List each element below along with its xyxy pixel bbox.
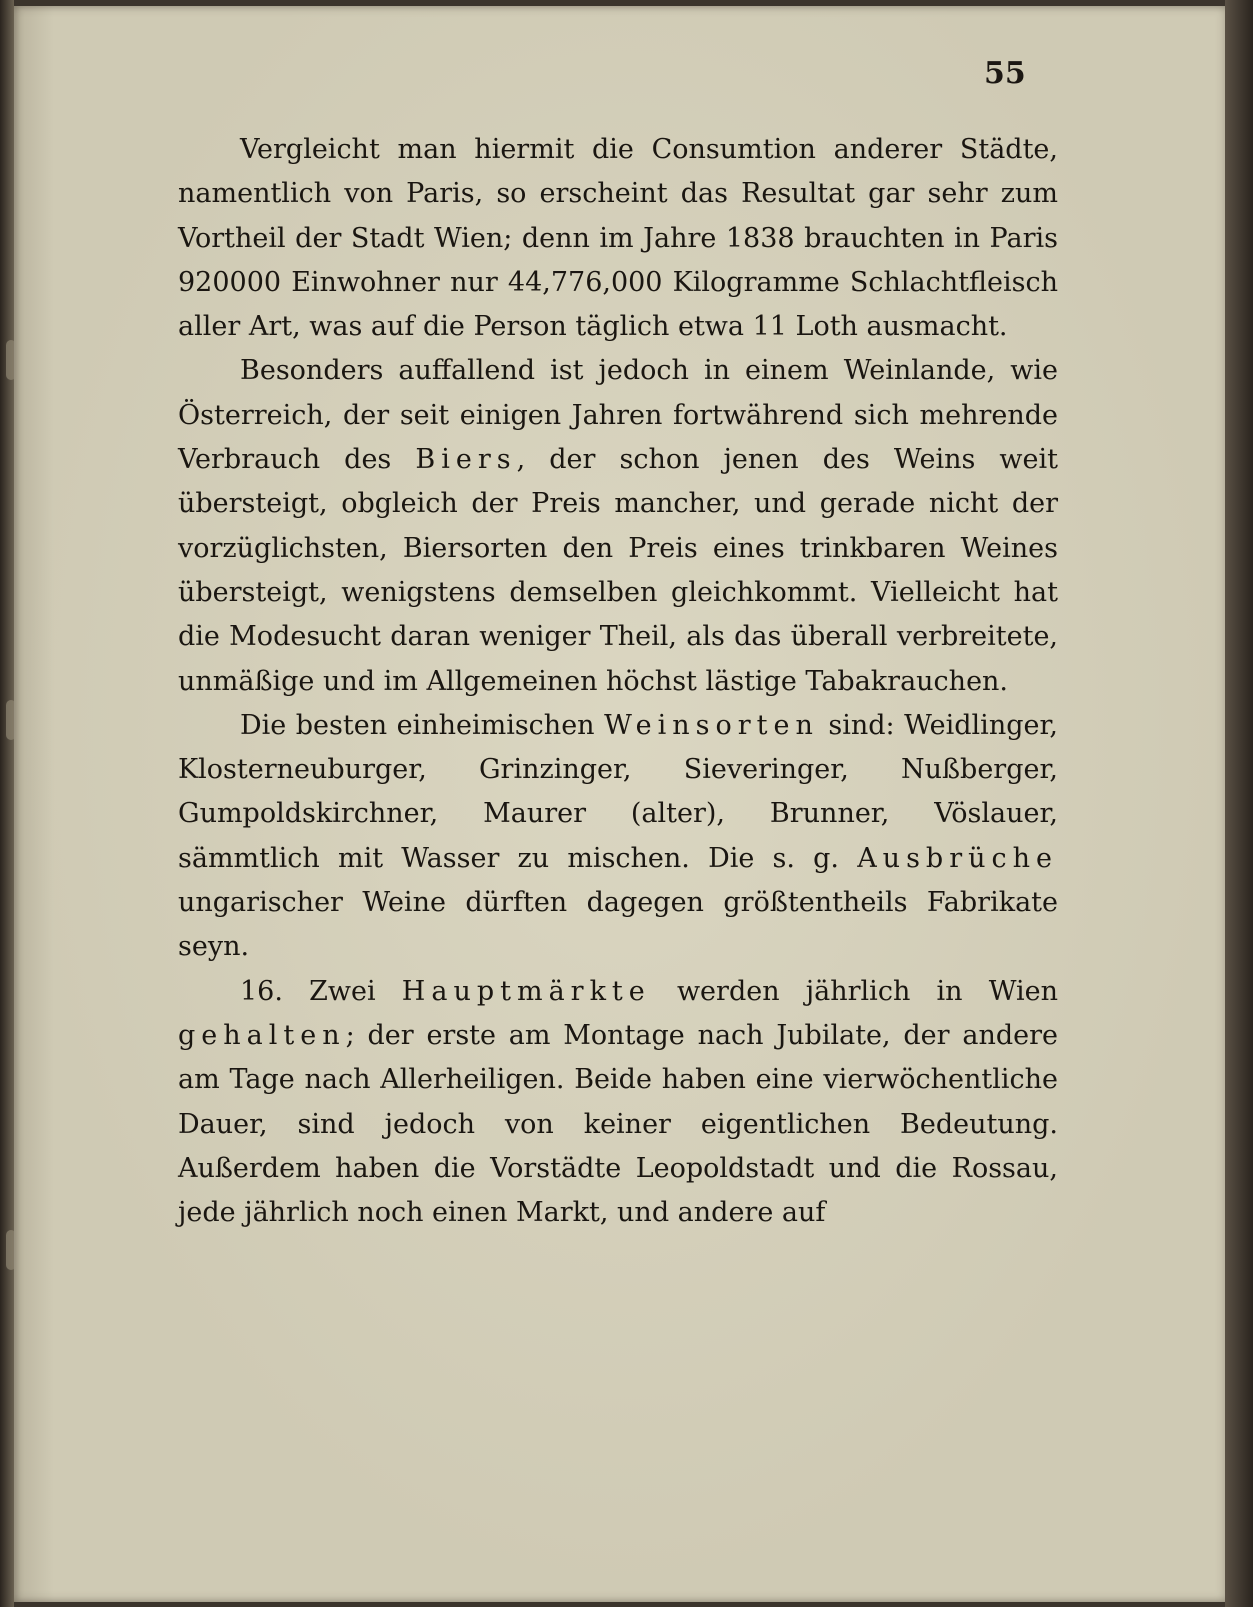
paragraph bbox=[178, 349, 1058, 703]
emphasized-text: Biers bbox=[415, 444, 517, 476]
emphasized-text: gehalten bbox=[178, 1019, 346, 1051]
text-run: ; der erste am Montage nach Jubilate, der andere am Tage nach Allerheiligen. Beide haben eine vierwöchentliche Dauer, sind jedoch von keiner eigentlichen Bedeutung. Außerdem haben die Vorstädte Leopoldstadt und die Rossau, jede jährlich noch einen Markt, und andere auf bbox=[178, 1019, 1058, 1229]
emphasized-text: Ausbrüche bbox=[857, 842, 1058, 874]
paragraph bbox=[178, 128, 1058, 349]
emphasized-text: Hauptmärkte bbox=[401, 975, 651, 1007]
page-number: 55 bbox=[984, 56, 1026, 91]
paragraph bbox=[178, 704, 1058, 970]
book-edge bbox=[1225, 0, 1253, 1607]
paragraph bbox=[178, 970, 1058, 1236]
text-run: sind: Weidlinger, Klosterneuburger, Grinzinger, Sieveringer, Nußberger, Gumpoldskirchner, Maurer (alter), Brunner, Vöslauer, sämmtlich mit Wasser zu mischen. Die s. g. bbox=[178, 709, 1058, 874]
emphasized-text: Weinsorten bbox=[604, 709, 819, 741]
text-run: ungarischer Weine dürften dagegen größtentheils Fabrikate seyn. bbox=[178, 887, 1058, 963]
text-run: werden jährlich in Wien bbox=[650, 975, 1058, 1007]
text-run: Die besten einheimischen bbox=[240, 709, 605, 741]
text-run: , der schon jenen des Weins weit übersteigt, obgleich der Preis mancher, und gerade nicht der vorzüglichsten, Biersorten den Preis eines trinkbaren Weines übersteigt, wenigstens demselben gleichkommt. Vielleicht hat die Modesucht daran weniger Theil, als das überall verbreitete, unmäßige und im Allgemeinen höchst lästige Tabakrauchen. bbox=[178, 444, 1058, 697]
page-body bbox=[178, 128, 1058, 1235]
text-run: Besonders auffallend ist jedoch in einem Weinlande, wie Österreich, der seit einigen Jahren fortwährend sich mehrende Verbrauch des bbox=[178, 355, 1058, 476]
text-run: 16. Zwei bbox=[240, 975, 402, 1007]
book-gutter bbox=[0, 0, 14, 1607]
text-run: Vergleicht man hiermit die Consumtion anderer Städte, namentlich von Paris, so erscheint das Resultat gar sehr zum Vortheil der Stadt Wien; denn im Jahre 1838 brauchten in Paris 920000 Einwohner nur 44,776,000 Kilogramme Schlachtfleisch aller Art, was auf die Person täglich etwa 11 Loth ausmacht. bbox=[178, 134, 1058, 343]
